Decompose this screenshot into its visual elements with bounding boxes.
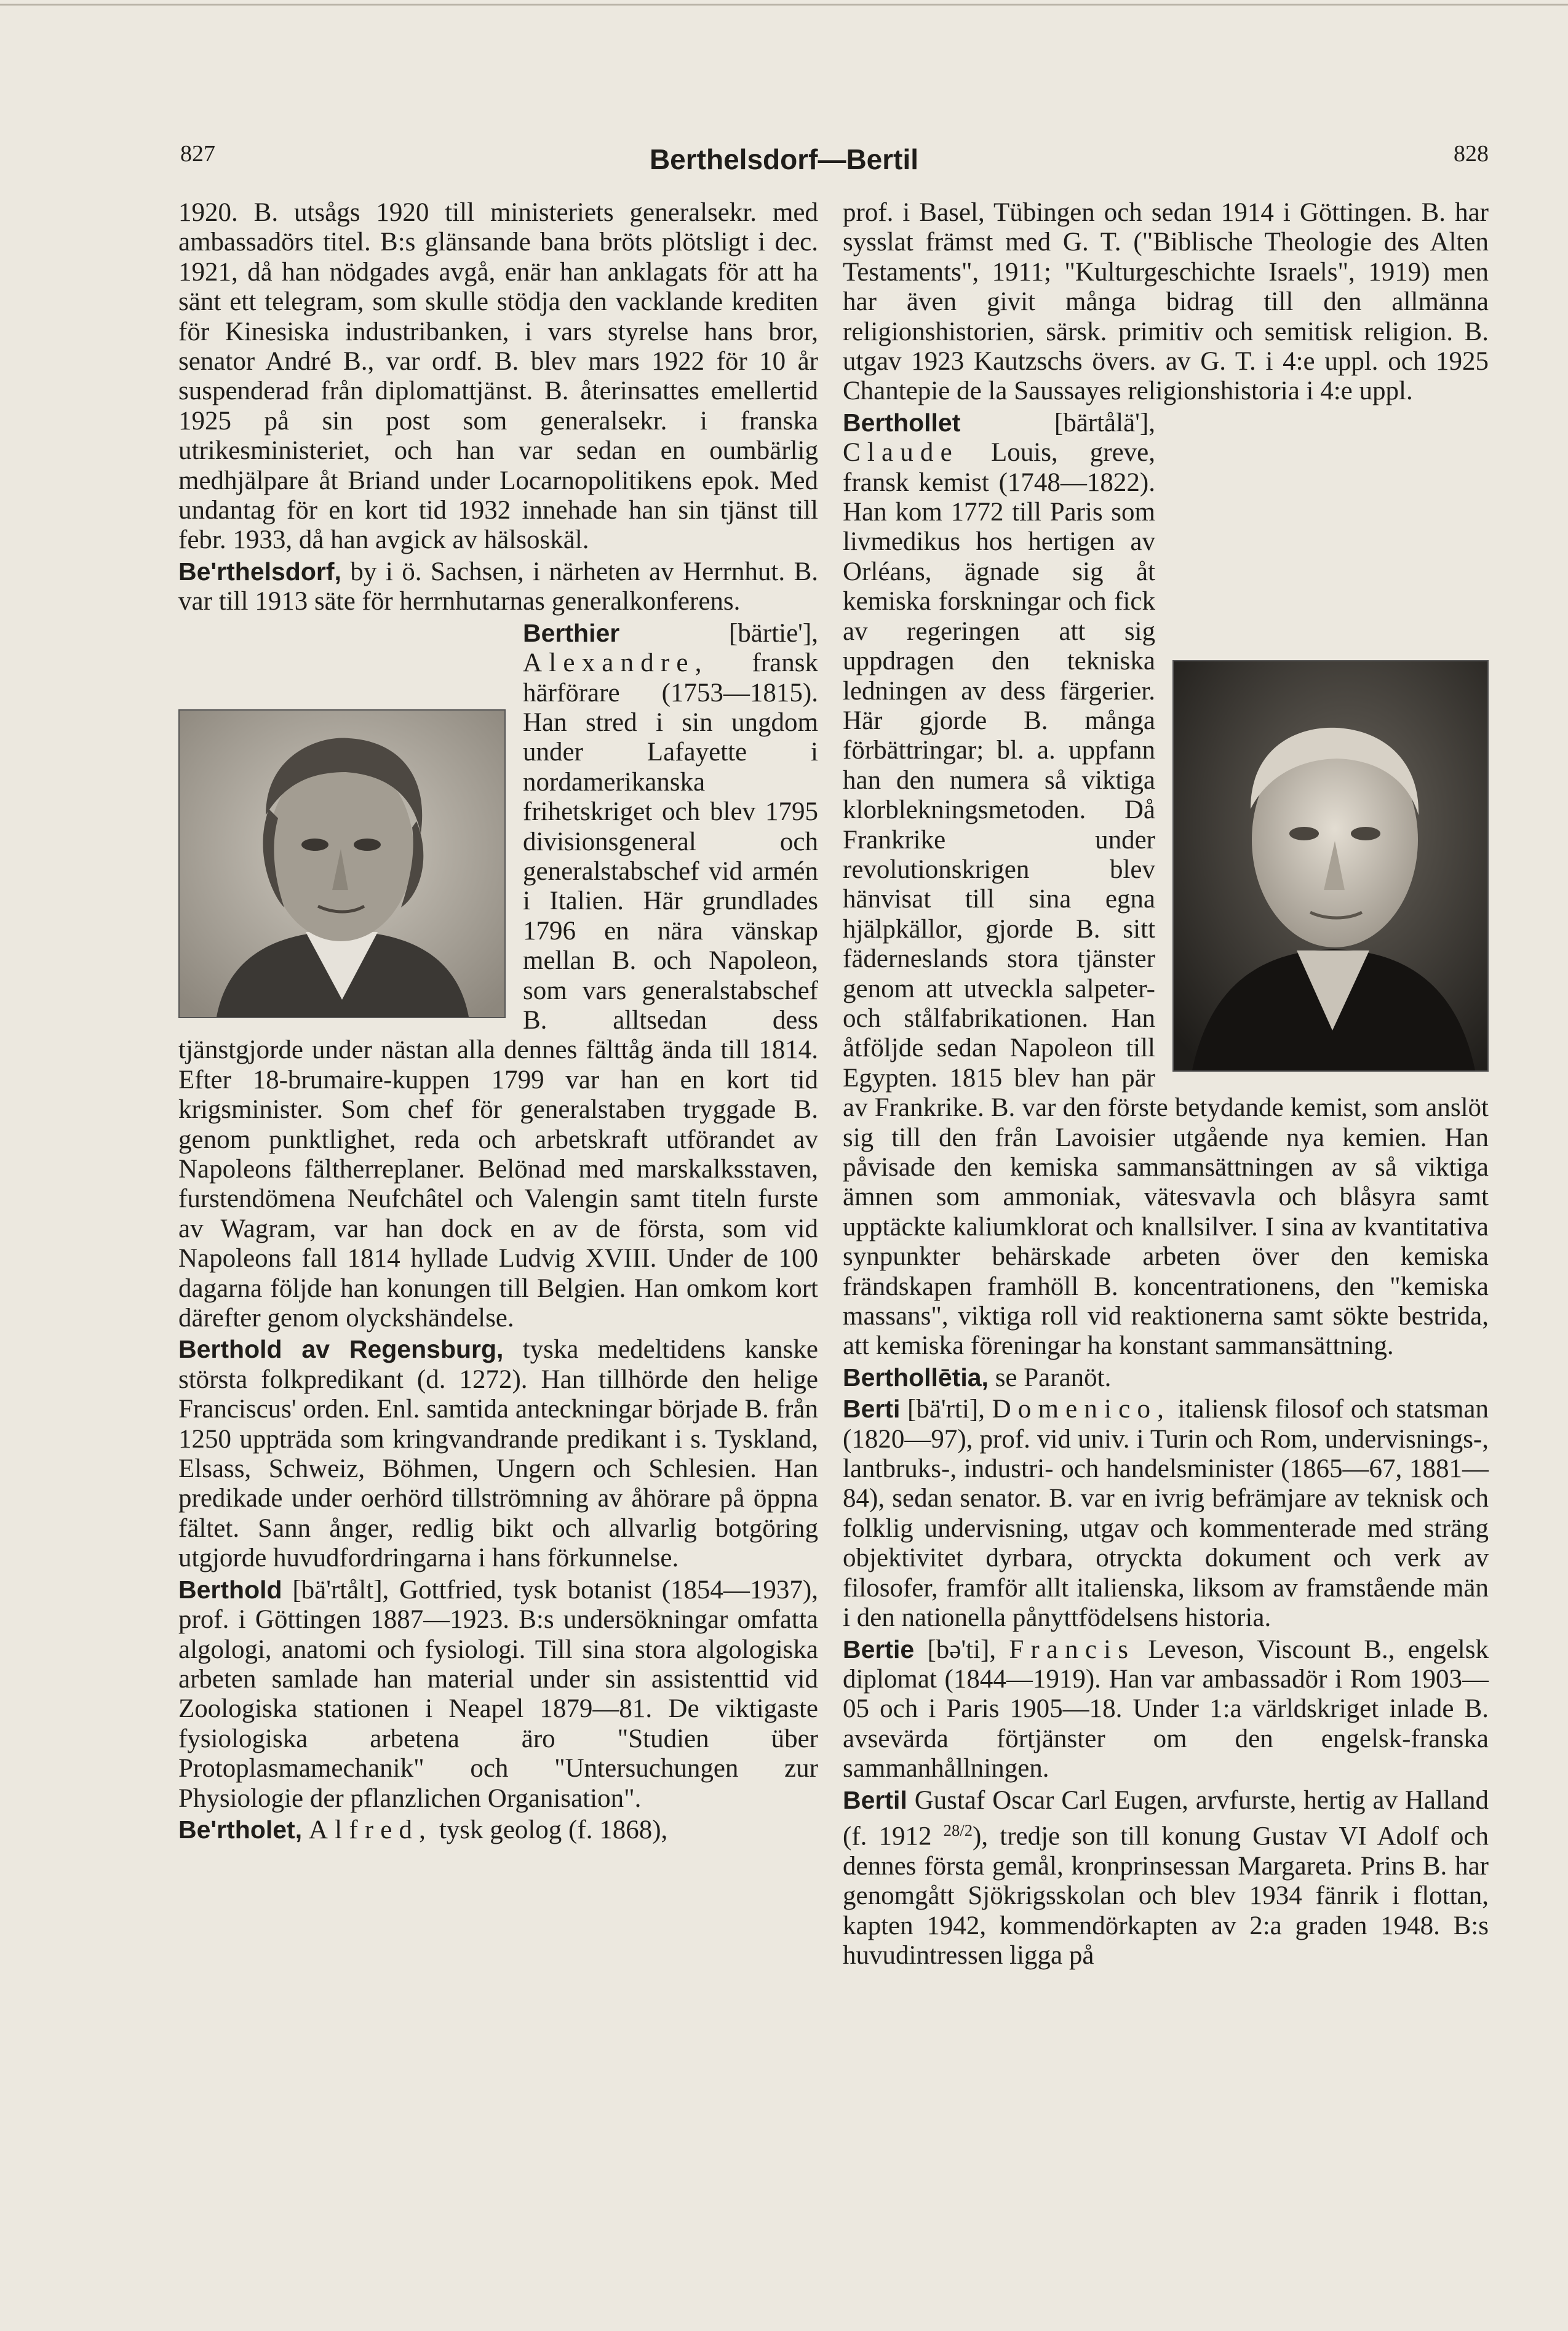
entry-text: italiensk filosof och statsman (1820—97), prof. vid univ. i Turin och Rom, undervisnings-, lantbruks-, industri- och handelsminister (1865—67, 1881—84), sedan senator. B. var en ivrig befrämjare av teknisk och folklig undervisning, utgav och kommenterade med sträng objektivitet dyrbara, otryckta dokument och verk av filosofer, framför allt italienska, liksom av framstående män i den nationella pånyttfödelsens historia. <box>843 1395 1489 1633</box>
headword: Berti <box>843 1395 901 1424</box>
entry-text: tyska medeltidens kanske största folkpredikant (d. 1272). Han tillhörde den helige Franciscus' orden. Enl. samtida anteckningar började B. från 1250 uppträda som kringvandrande predikant i s. Tyskland, Elsass, Schweiz, Böhmen, Ungern och Schlesien. Han predikade under oerhörd tillströmning av åhörare på öppna fältet. Sann ånger, redlig bikt och allvarlig botgöring utgjorde huvudfordringarna i hans förkunnelse. <box>178 1335 819 1573</box>
left-column <box>178 198 818 1845</box>
entry-berthier <box>178 618 818 1334</box>
pronunciation: [bä'rti], <box>900 1395 992 1424</box>
portrait-image <box>1174 661 1487 1070</box>
pronunciation: [bärtie'], <box>619 618 818 648</box>
given-name: Claude <box>843 438 959 468</box>
entry-continuation: prof. i Basel, Tübingen och sedan 1914 i Göttingen. B. har sysslat främst med G. T. ("Biblische Theologie des Alten Testaments", 1911; "Kulturgeschichte Israels", 1919) men har även givit många bidrag till den allmänna religionshistorien, särsk. primitiv och semitisk religion. B. utgav 1923 Kautzschs övers. av G. T. i 4:e uppl. och 1925 Chantepie de la Saussayes religionshistoria i 4:e uppl. <box>843 198 1489 406</box>
entry-text: by i ö. Sachsen, i närheten av Herrnhut. B. var till 1913 säte för herrnhutarnas generalkonferens. <box>178 557 818 616</box>
pronunciation: [bärtålä'], <box>960 408 1155 437</box>
entry-bertil <box>843 1785 1489 1971</box>
entry-bertholet <box>178 1815 818 1845</box>
entry-text: ), tredje son till konung Gustav VI Adolf och dennes första gemål, kronprinsessan Margareta. Prins B. har genomgått Sjökrigsskolan och blev 1934 fänrik i flottan, kapten 1942, kommendörkapten av 2:a graden 1948. B:s huvudintressen ligga på <box>843 1822 1489 1970</box>
headword: Berthollet <box>843 408 961 437</box>
page-number-left: 827 <box>180 141 215 167</box>
entry-continuation: 1920. B. utsågs 1920 till ministeriets generalsekr. med ambassadörs titel. B:s glänsande bana bröts plötsligt i dec. 1921, då han nödgades avgå, enär han anklagats för att ha sänt ett telegram, som skulle stödja den vacklande krediten för Kinesiska industribanken, i vars styrelse hans bror, senator André B., var ordf. B. blev mars 1922 för 10 år suspenderad från diplomattjänst. B. återinsattes emellertid 1925 på sin post som generalsekr. i franska utrikesministeriet, och han var sedan en oumbärlig medhjälpare åt Briand under Locarnopolitikens epok. Med undantag för en kort tid 1932 innehade han sin tjänst till febr. 1933, då han avgick av hälsoskäl. <box>178 198 818 555</box>
page-number-right: 828 <box>1454 141 1489 167</box>
portrait-image <box>180 711 504 1017</box>
portrait-berthier <box>178 709 506 1018</box>
headword: Berthier <box>523 618 620 647</box>
headword: Be'rtholet, <box>178 1815 303 1844</box>
entry-text: fransk härförare (1753—1815). Han stred i sin ungdom under Lafayette i nordamerikanska frihetskriget och blev 1795 divisionsgeneral och generalstabschef vid armén i Italien. Här grundlades 1796 en nära vänskap mellan B. och Napoleon, som vars generalstabschef B. alltsedan dess tjänstgjorde under nästan alla dennes fälttåg ända till 1814. Efter 18-brumaire-kuppen 1799 var han en kort tid krigsminister. Som chef för generalstaben tryggade B. genom punktlighet, reda och arbetskraft utförandet av Napoleons fältherreplaner. Belönad med marskalksstaven, furstendömena Neufchâtel och Valengin samt titeln furste av Wagram, var han dock en av de första, som vid Napoleons fall 1814 hyllade Ludvig XVIII. Under de 100 dagarna följde han konungen till Belgien. Han omkom kort därefter genom olyckshändelse. <box>178 648 818 1333</box>
entry-berti <box>843 1394 1489 1633</box>
headword: Berthold av Regensburg, <box>178 1335 504 1364</box>
entry-bertholletia <box>843 1363 1489 1393</box>
entry-berthold-gottfried <box>178 1575 818 1814</box>
headword: Bertil <box>843 1785 907 1814</box>
given-name: Alexandre, <box>523 648 709 678</box>
entry-text: Louis, greve, fransk kemist (1748—1822). Han kom 1772 till Paris som livmedikus hos hertigen av Orléans, ägnade sig åt kemiska forskningar och fick av regeringen att sig uppdragen den tekniska ledningen av dess färgerier. Här gjorde B. många förbättringar; bl. a. uppfann han den numera så viktiga klorblekningsmetoden. Då Frankrike under revolutionskrigen blev hänvisat till sina egna hjälpkällor, gjorde B. sitt fäderneslands stora tjänster genom att utveckla salpeter- och stålfabrikationen. Han åtföljde sedan Napoleon till Egypten. 1815 blev han pär av Frankrike. B. var den förste betydande kemist, som anslöt sig till den från Lavoisier utgående nya kemien. Han påvisade den kemiska sammansättningen av så viktiga ämnen som ammoniak, vätesvavla och blåsyra samt upptäckte kaliumklorat och knallsilver. I sina av kvantitativa synpunkter behärskade arbeten över den kemiska frändskapen framhöll B. koncentrationens, den "kemiska massans", viktiga roll vid reaktionerna samt sökte bestrida, att kemiska föreningar ha konstant sammansättning. <box>843 438 1489 1361</box>
pronunciation: [bə'ti], <box>914 1635 1009 1664</box>
entry-text: Gustaf Oscar Carl Eugen, arvfurste, hertig av Halland (f. 1912 <box>843 1785 1489 1851</box>
running-head: Berthelsdorf—Bertil <box>649 143 919 175</box>
entry-bertie <box>843 1635 1489 1784</box>
given-name: Alfred, <box>308 1815 433 1844</box>
entry-text: tysk geolog (f. 1868), <box>432 1815 668 1844</box>
entry-text: Leveson, Viscount B., engelsk diplomat (1844—1919). Han var ambassadör i Rom 1903—05 och i Paris 1905—18. Under 1:a världskriget inlade B. avsevärda förtjänster om den engelsk-franska sammanhållningen. <box>843 1635 1489 1783</box>
headword: Be'rthelsdorf, <box>178 557 341 586</box>
entry-berthollet <box>843 408 1489 1361</box>
entry-text: [bä'rtålt], Gottfried, tysk botanist (1854—1937), prof. i Göttingen 1887—1923. B:s undersökningar omfatta algologi, anatomi och fysiologi. Till sina stora algologiska arbeten samlade han material under sin assistenttid vid Zoologiska stationen i Neapel 1879—81. De viktigaste fysiologiska arbetena äro "Studien über Protoplasmamechanik" och "Untersuchungen zur Physiologie der pflanzlichen Organisation". <box>178 1575 818 1813</box>
entry-berthold-regensburg <box>178 1334 818 1573</box>
headword: Berthold <box>178 1575 282 1604</box>
top-rule <box>0 4 1568 6</box>
headword: Bertie <box>843 1635 915 1664</box>
date-superscript: 28/2 <box>943 1820 973 1839</box>
portrait-berthollet <box>1172 660 1489 1072</box>
headword: Berthollētia, <box>843 1363 989 1392</box>
entry-text: se Paranöt. <box>988 1363 1112 1392</box>
given-name: Francis <box>1009 1635 1136 1664</box>
given-name: Domenico, <box>992 1395 1171 1424</box>
entry-berthelsdorf <box>178 557 818 617</box>
right-column <box>843 198 1489 1971</box>
